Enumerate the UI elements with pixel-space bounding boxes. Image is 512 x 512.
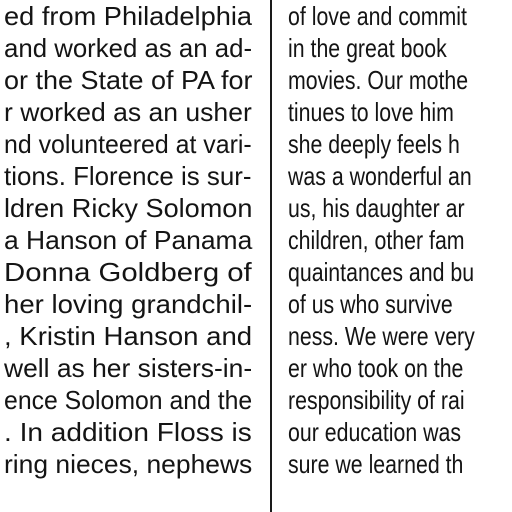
right-line-10: of us who survive: [288, 289, 453, 319]
left-line-9: Donna Goldberg of: [4, 257, 252, 287]
right-line-5: she deeply feels h: [288, 129, 460, 159]
right-line-14: our education was: [288, 417, 462, 447]
right-line-7: us, his daughter ar: [288, 193, 465, 223]
right-line-11: ness. We were very: [288, 321, 475, 351]
right-line-1: of love and commit: [288, 1, 467, 31]
right-line-4: tinues to love him: [288, 97, 454, 127]
left-line-1: ed from Philadelphia: [3, 1, 252, 31]
left-line-3: or the State of PA for: [3, 65, 252, 95]
left-line-12: well as her sisters-in-: [3, 353, 252, 383]
right-text-column: [288, 0, 512, 512]
left-line-15: ring nieces, nephews: [3, 449, 252, 479]
right-line-2: in the great book: [288, 33, 447, 63]
left-line-14: . In addition Floss is: [4, 417, 252, 447]
left-line-4: r worked as an usher: [4, 97, 252, 127]
left-line-11: , Kristin Hanson and: [3, 321, 252, 351]
column-divider: [270, 0, 272, 512]
right-line-6: was a wonderful an: [288, 161, 472, 191]
right-line-3: movies. Our mothe: [288, 65, 469, 95]
left-line-2: and worked as an ad-: [3, 33, 252, 63]
left-line-6: tions. Florence is sur-: [4, 161, 252, 191]
right-line-12: er who took on the: [288, 353, 464, 383]
right-line-13: responsibility of rai: [288, 385, 465, 415]
right-line-15: sure we learned th: [288, 449, 464, 479]
right-line-9: quaintances and bu: [288, 257, 475, 287]
left-line-13: ence Solomon and the: [3, 385, 252, 415]
left-line-7: ldren Ricky Solomon: [3, 193, 252, 223]
right-line-8: children, other fam: [288, 225, 465, 255]
left-line-8: a Hanson of Panama: [3, 225, 252, 255]
left-line-5: nd volunteered at vari-: [4, 129, 252, 159]
left-line-10: her loving grandchil-: [3, 289, 252, 319]
